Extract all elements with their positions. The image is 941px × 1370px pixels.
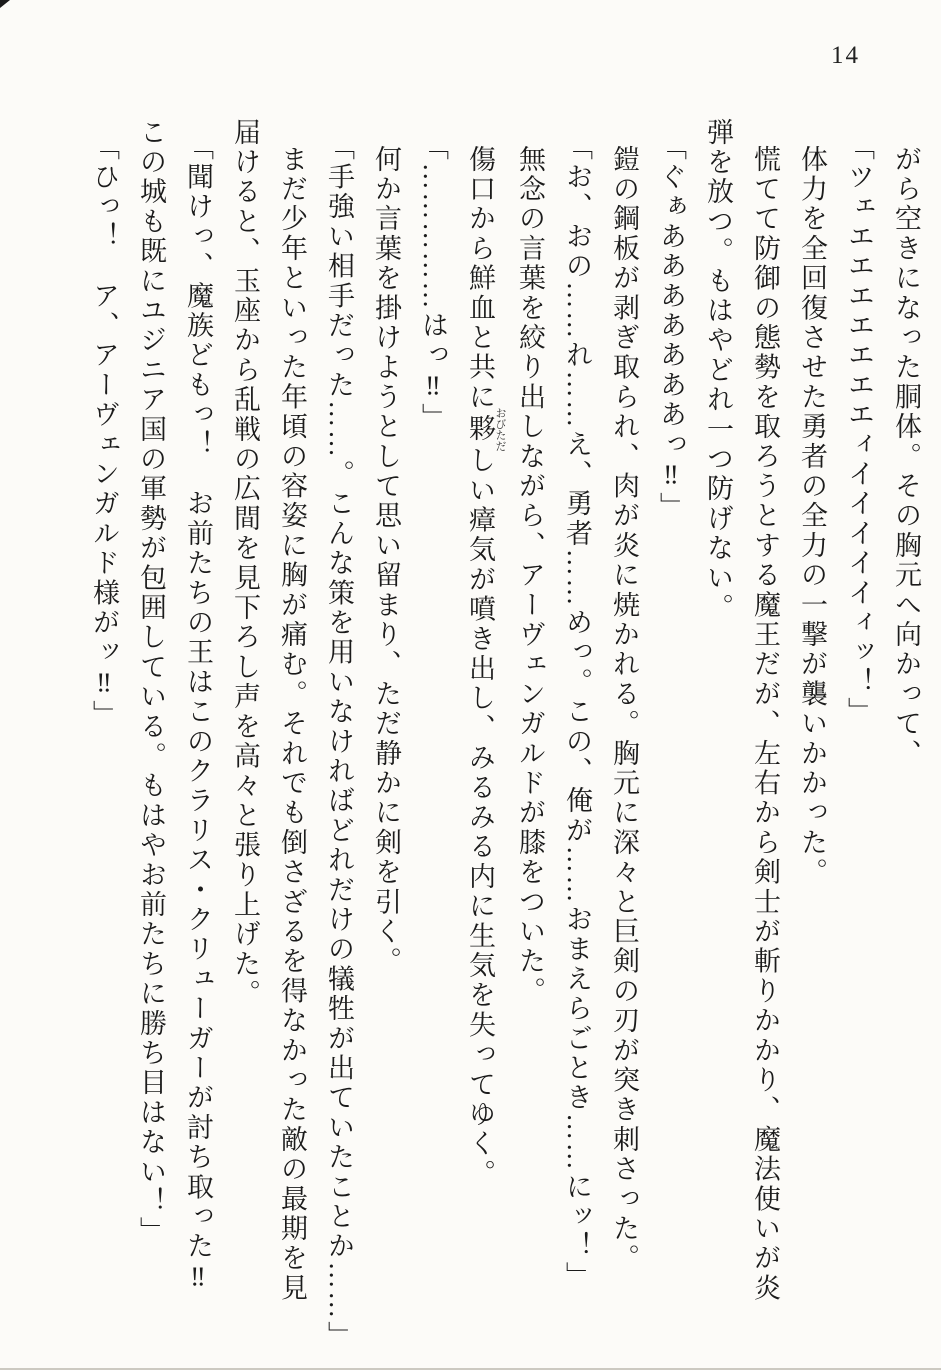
paragraph-14 (127, 118, 221, 1318)
text-run: 「お、おの……れ……え、勇者……めっ。この、俺が……おまえらごとき……にッ！」 (562, 132, 592, 1292)
text-run: 無念の言葉を絞り出しながら、アーヴェンガルドが膝をついた。 (515, 145, 545, 1007)
ruby-annotation (465, 407, 506, 452)
text-run: 「ひっ！ ア、アーヴェンガルド様がッ‼」 (89, 132, 119, 730)
paragraph-8 (506, 118, 553, 1318)
text-run: 鎧の鋼板が剥ぎ取られ、肉が炎に焼かれる。胸元に深々と巨剣の刃が突き刺さった。 (609, 145, 639, 1274)
text-run: 「聞けっ、魔族どもっ！ お前たちの王はこのクラリス・クリューガーが討ち取った‼この城も既にユジニア国の軍勢が包囲している。もはやお前たちに勝ち目はない！」 (136, 118, 213, 1295)
paragraph-15 (80, 118, 127, 1318)
paragraph-4 (694, 118, 788, 1318)
text-run: 何か言葉を掛けようとして思い留まり、ただ静かに剣を引く。 (371, 145, 401, 977)
scan-corner-artifact (0, 0, 10, 8)
text-run: 「ツェエエエエエエエィイイイイイィッ！」 (844, 132, 874, 727)
paragraph-3 (788, 118, 835, 1318)
page-number: 14 (831, 42, 860, 69)
paragraph-9 (456, 118, 506, 1318)
furigana: おびただ (494, 407, 506, 452)
paragraph-11 (362, 118, 409, 1318)
paragraph-10 (409, 118, 456, 1318)
text-run: しい瘴気が噴き出し、みるみる内に生気を失ってゆく。 (465, 446, 495, 1189)
text-run: 傷口から鮮血と共に (465, 145, 495, 413)
text-run: まだ少年といった年頃の容姿に胸が痛む。それでも倒さざるを得なかった敵の最期を見届けると、玉座から乱戦の広間を見下ろし声を高々と張り上げた。 (230, 118, 307, 1304)
paragraph-1 (882, 118, 929, 1318)
text-run: 慌てて防御の態勢を取ろうとする魔王だが、左右から剣士が斬りかかり、魔法使いが炎弾を放つ。もはやどれ一つ防げない。 (703, 118, 780, 1304)
text-run: 「手強い相手だった……。こんな策を用いなければどれだけの犠牲が出ていたことか……」 (324, 132, 354, 1351)
paragraph-6 (600, 118, 647, 1318)
text-run: がら空きになった胴体。その胸元へ向かって、 (891, 145, 921, 769)
ruby-base: 夥 (465, 407, 495, 452)
paragraph-13 (221, 118, 315, 1318)
paragraph-7 (553, 118, 600, 1318)
paragraph-12 (315, 118, 362, 1368)
text-run: 「ぐぁあああああああっ‼」 (656, 132, 686, 522)
paragraph-5 (647, 118, 694, 1318)
text-run: 体力を全回復させた勇者の全力の一撃が襲いかかった。 (797, 145, 827, 888)
paragraph-2 (835, 118, 882, 1318)
page-text (80, 118, 929, 1351)
text-run: 「……………はっ‼」 (418, 132, 448, 433)
